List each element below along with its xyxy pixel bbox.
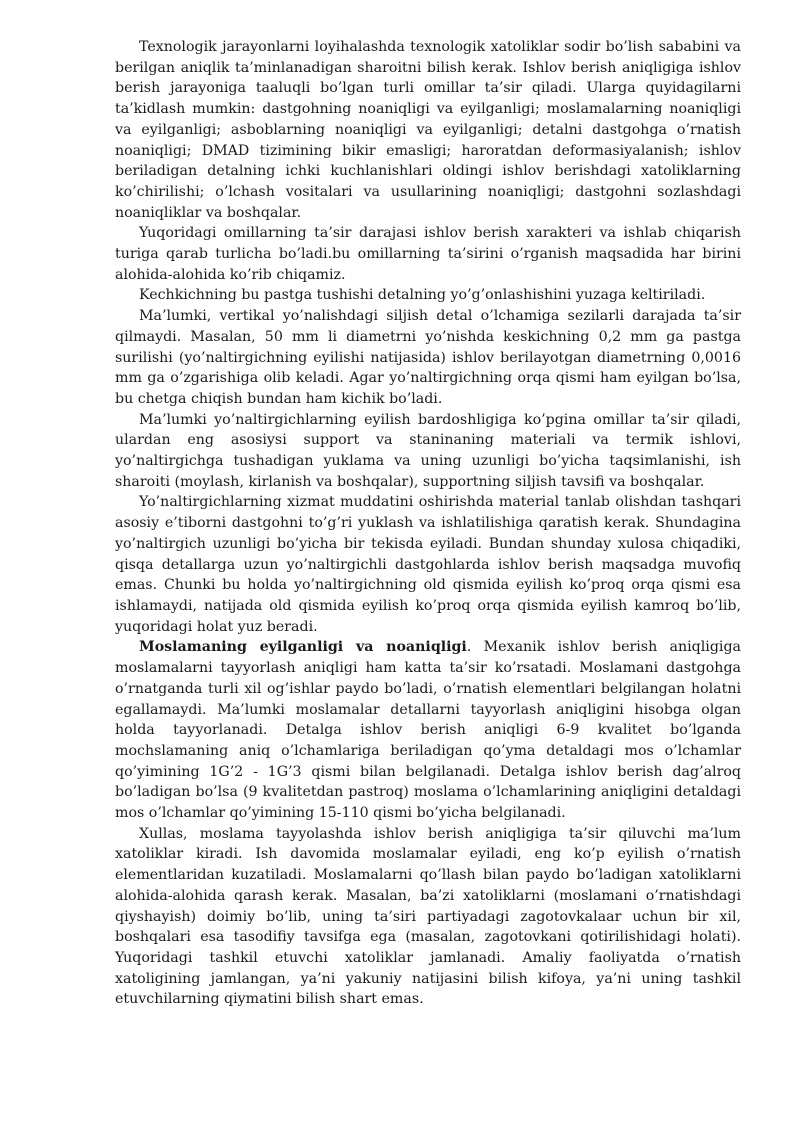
- document-page: [115, 37, 741, 1010]
- paragraph-cutter-drop: Kechkichning bu pastga tushishi detalning yo’g’onlashishini yuzaga keltiriladi.: [139, 287, 706, 304]
- paragraph-factors: Yuqoridagi omillarning ta’sir darajasi ishlov berish xarakteri va ishlab chiqarish turiga qarab turlicha bo’ladi.bu omillarning ta’sirini o’rganish maqsadida har birini alohida-alohida ko’rib chiqamiz.: [115, 225, 741, 283]
- paragraph-guide-service: Yo’naltirgichlarning xizmat muddatini oshirishda material tanlab olishdan tashqari asosiy e’tiborni dastgohni to’g’ri yuklash va ishlatilishiga qaratish kerak. Shundagina yo’naltirgich uzunligi bo’yicha bir tekisda eyiladi. Bundan shunday xulosa chiqadiki, qisqa detallarga uzun yo’naltirgichli dastgohlarda ishlov berish maqsadga muvofiq emas. Chunki bu holda yo’naltirgichning old qismida eyilish ko’proq orqa qismi esa ishlamaydi, natijada old qismida eyilish ko’proq orqa qismida eyilish kamroq bo’lib, yuqoridagi holat yuz beradi.: [115, 494, 741, 635]
- paragraph-fixture-wear: [115, 637, 741, 823]
- paragraph-guide-wear: Ma’lumki yo’naltirgichlarning eyilish bardoshligiga ko’pgina omillar ta’sir qiladi, ulardan eng asosiysi support va staninaning materiali va termik ishlovi, yo’naltirgichga tushadigan yuklama va uning uzunligi bo’yicha taqsimlanishi, ish sharoiti (moylash, kirlanish va boshqalar), supportning siljish tavsifi va boshqalar.: [115, 411, 741, 490]
- section-heading: Moslamaning eyilganligi va noaniqligi: [139, 639, 467, 656]
- paragraph-vertical-shift: Ma’lumki, vertikal yo’nalishdagi siljish detal o’lchamiga sezilarli darajada ta’sir qilmaydi. Masalan, 50 mm li diametrni yo’nishda keskichning 0,2 mm ga pastga surilishi (yo’naltirgichning eyilishi natijasida) ishlov berilayotgan diametrning 0,0016 mm ga o’zgarishiga olib keladi. Agar yo’naltirgichning orqa qismi ham eyilgan bo’lsa, bu chetga chiqish bundan ham kichik bo’ladi.: [115, 308, 741, 407]
- paragraph-intro: Texnologik jarayonlarni loyihalashda texnologik xatoliklar sodir bo’lish sababini va berilgan aniqlik ta’minlanadigan sharoitni bilish kerak. Ishlov berish aniqligiga ishlov berish jarayoniga taaluqli bo’lgan turli omillar ta’sir qiladi. Ularga quyidagilarni ta’kidlash mumkin: dastgohning noaniqligi va eyilganligi; moslamalarning noaniqligi va eyilganligi; asboblarning noaniqligi va eyilganligi; detalni dastgohga o’rnatish noaniqligi; DMAD tizimining bikir emasligi; haroratdan deformasiyalanish; ishlov beriladigan detalning ichki kuchlanishlari oldingi ishlov berishdagi xatoliklarning ko’chirilishi; o’lchash vositalari va usullarining noaniqligi; dastgohni sozlashdagi noaniqliklar va boshqalar.: [115, 39, 741, 221]
- paragraph-fixture-text: . Mexanik ishlov berish aniqligiga moslamalarni tayyorlash aniqligi ham katta ta’sir ko’rsatadi. Moslamani dastgohga o’rnatganda turli xil og’ishlar paydo bo’ladi, o’rnatish elementlari belgilangan holatni egallamaydi. Ma’lumki moslamalar detallarni tayyorlash aniqligini hisobga olgan holda tayyorlanadi. Detalga ishlov berish aniqligi 6-9 kvalitet bo’lganda mochslamaning aniq o’lchamlariga beriladigan qo’yma detaldagi mos o’lchamlar qo’yimining 1G’2 - 1G’3 qismi bilan belgilanadi. Detalga ishlov berish dag’alroq bo’ladigan bo’lsa (9 kvalitetdan pastroq) moslama o’lchamlarining aniqligini detaldagi mos o’lchamlar qo’yimining 15-110 qismi bo’yicha belgilanadi.: [115, 639, 741, 822]
- paragraph-conclusion: Xullas, moslama tayyolashda ishlov berish aniqligiga ta’sir qiluvchi ma’lum xatoliklar kiradi. Ish davomida moslamalar eyiladi, eng ko’p eyilish o’rnatish elementlaridan kuzatiladi. Moslamalarni qo’llash bilan paydo bo’ladigan xatoliklarni alohida-alohida qarash kerak. Masalan, ba’zi xatoliklarni (moslamani o’rnatishdagi qiyshayish) doimiy bo’lib, uning ta’siri partiyadagi zagotovkalaar uchun bir xil, boshqalari esa tasodifiy tavsifga ega (masalan, zagotovkani qotirilishidagi holati). Yuqoridagi tashkil etuvchi xatoliklar jamlanadi. Amaliy faoliyatda o’rnatish xatoligining jamlangan, ya’ni yakuniy natijasini bilish kifoya, ya’ni uning tashkil etuvchilarning qiymatini bilish shart emas.: [115, 825, 741, 1008]
